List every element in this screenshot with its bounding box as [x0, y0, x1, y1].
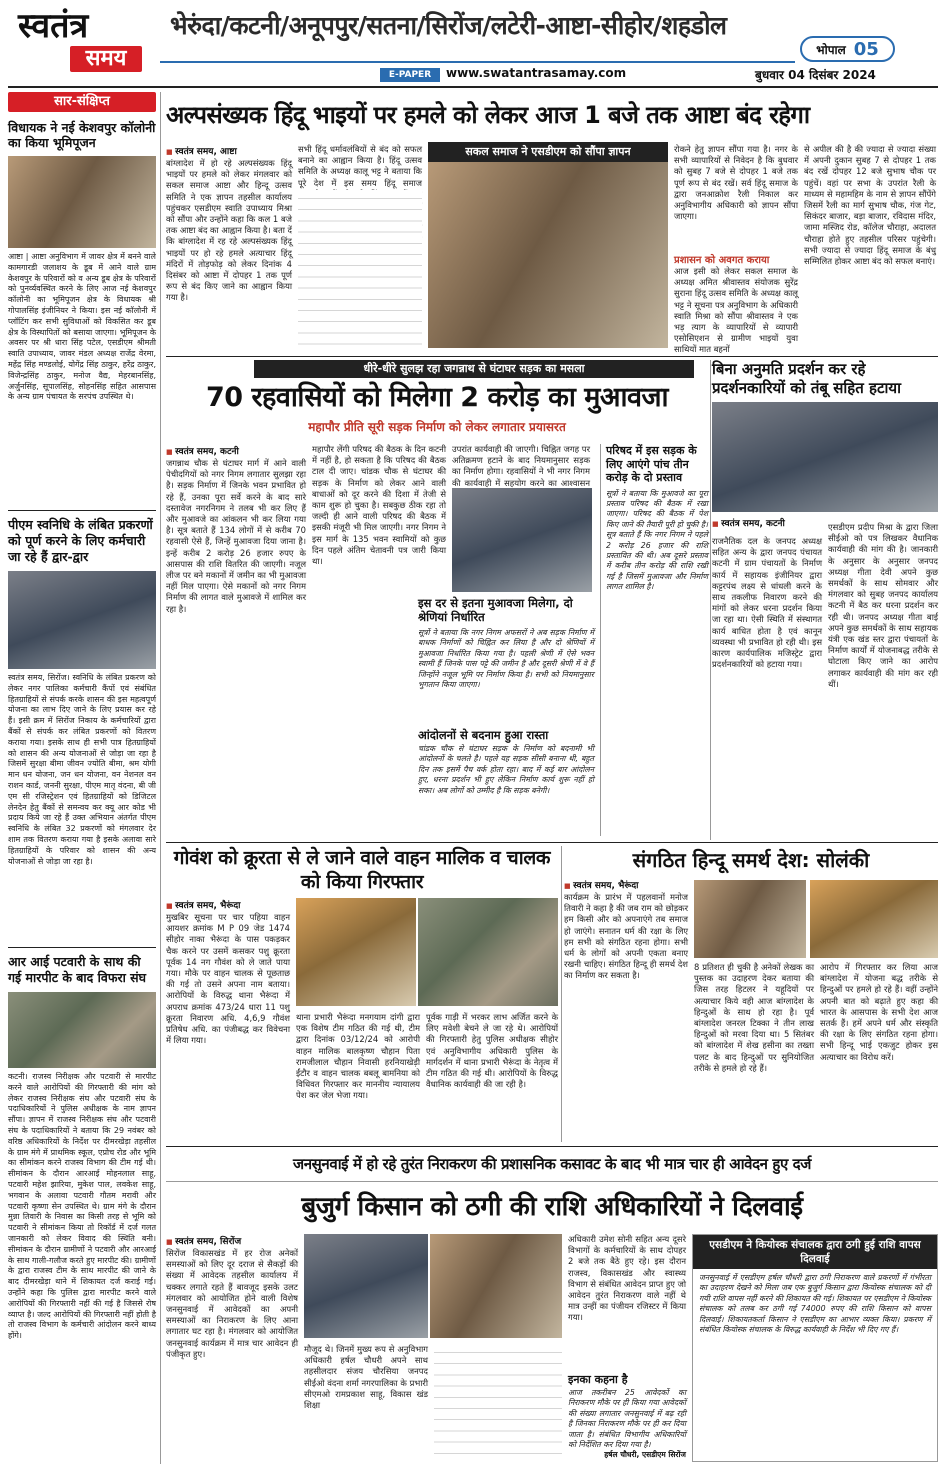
lead-col3: रोकने हेतु ज्ञापन सौंपा गया है। नगर के सभी व्यापारियों से निवेदन है कि बुधवार को सुबह 7 बजे से दोपहर 1 बजे तक पूर्ण रूप से बंद रखें। सर्व हिंदू समाज के द्वारा जनआक्रोश रैली निकाल कर अनुविभागीय अधिकारी को ज्ञापन सौंपा जाएगा।: [674, 144, 798, 222]
lead-col1: बांग्लादेश में हो रहे अल्पसंख्यक हिंदू भाइयों पर हमले को लेकर मंगलवार को सकल समाज आष्टा और हिन्दू उत्सव समिति ने एक ज्ञापन तहसील कार्यालय पहुंचकर एसडीएम स्वाति उपाध्याय मिश्रा को सौंपा और उन्होंने कहा कि कल 1 बजे तक आष्टा बंद का आह्वान किया है। बता दें कि बांग्लादेश में रह रहे अल्पसंख्यक हिंदू भाइयों पर हो रहे हमले अत्याचार हिंदू मंदिरों में तोड़फोड़ को लेकर दिनांक 4 दिसंबर को आष्टा में दोपहर 1 तक पूर्ण रूप से बंद किए जाने का आह्वान किया गया है।: [166, 158, 292, 303]
solanki-headline[interactable]: संगठित हिन्दू समर्थ देश: सोलंकी: [632, 848, 870, 872]
road-mid2-headline[interactable]: आंदोलनों से बदनाम हुआ रास्ता: [418, 728, 549, 742]
sidebar-story-1-headline[interactable]: विधायक ने नई केशवपुर कॉलोनी का किया भूमिपूजन: [8, 120, 156, 150]
sidebar-story-1-body: आष्टा | आष्टा अनुविभाग में जावर क्षेत्र में बनने वाले कामगारडी जलाशय के डूब में आने वाले ग्राम केशवपुर के परिवारों को व अन्य डूब क्षेत्र के परिवारों को पुनर्व्यवस्थित करने के लिए आज नई केशवपुर कॉलोनी का भूमिपूजन क्षेत्र के विधायक श्री गोपालसिंह इंजीनियर ने किया। इस नई कॉलोनी में प्लॉटिंग कर सभी सुविधाओं को विकसित कर डूब क्षेत्र के विस्थापितों को बसाया जाएगा। भूमिपूजन के अवसर पर श्री धारा सिंह पटेल, एसडीएम श्रीमती स्वाति उपाध्याय, जावर मंडल अध्यक्ष राजेंद्र वेरमा, महेंद्र सिंह मण्डलोई, योगेंद्र सिंह ठाकुर, हरेंद्र ठाकुर, विजेन्द्रसिंह ठाकुर, मनोज वैद्य, मेहरबानसिंह, अर्जुनसिंह, सूपालसिंह, सोहनसिंह सहित आसपास के अन्य ग्राम पंचायत के सरपंच उपस्थित थे।: [8, 252, 156, 402]
road-mid-headline[interactable]: इस दर से इतना मुआवजा मिलेगा, दो श्रेणियां निर्धारित: [418, 596, 573, 624]
lead-col3-subhead: प्रशासन को अवगत कराया: [674, 255, 770, 266]
lead-story: [166, 92, 938, 354]
masthead-bottom-rule: [8, 86, 938, 88]
sidebar-story-1-photo: [8, 156, 156, 248]
city-label: भोपाल: [816, 42, 846, 57]
sidebar-divider-1: [8, 510, 156, 511]
solanki-col2: 8 प्रतिशत ही चुकी है अनेकों लेखक का पुस्तक का उदाहरण देकर बताया की जिस तरह हिटलर ने यहूदियों पर अत्याचार किये वही आज बांग्लादेश के हिन्दुओं के साथ हो रहा है। पूर्व बांग्लादेश जनरल टिक्का ने तीन लाख हिन्दुओं को मरवा दिया था। 5 सितंबर को बांग्लादेश में शेख हसीना का तख्ता पलट के बाद हिन्दुओं पर सुनियोजित तरीके से हमले हो रहे हैं।: [694, 962, 814, 1073]
farmer-photo-a: [304, 1234, 428, 1338]
jansunvai-banner: [166, 1146, 938, 1182]
lead-col2-lower: [298, 190, 422, 350]
website-link[interactable]: www.swatantrasamay.com: [446, 66, 627, 80]
farmer-col3-left: [434, 1344, 562, 1462]
solanki-photo-1: [694, 880, 806, 958]
lead-col2: सभी हिंदू धर्मावलंबियों से बंद को सफल बनाने का आह्वान किया है। हिंदू उत्सव समिति के अध्यक्ष कालू भट्ट ने बताया कि पूरे देश में इस समय हिंदू समाज: [298, 144, 422, 188]
sidebar-story-3-body: कटनी। राजस्व निरीक्षक और पटवारी से मारपीट करने वाले आरोपियों की गिरफ्तारी की मांग को लेकर राजस्व निरीक्षक संघ और पटवारी संघ के पदाधिकारियों ने पुलिस अधीक्षक के नाम ज्ञापन सौंपा। ज्ञापन में राजस्व निरीक्षक संघ और पटवारी संघ के पदाधिकारियों ने बताया कि 29 नवंबर को वरिष्ठ अधिकारियों के निर्देश पर दीमरखेड़ा तहसील के ग्राम मंगे में प्राथमिक स्कूल, एप्रोच रोड और भूमि का सीमांकन करने राजस्व विभाग की टीम गई थी। सीमांकन के दौरान आरआई मोहनलाल साहू, पटवारी महेश झारिया, मुकेश पाल, लवकेश साहू, भगवान के अलावा पटवारी गौतम मरावी और पटवारी कृष्णा सेन उपस्थित थे। ग्राम मंगे के दौरान मुन्ना तिवारी के निवास का किसी तरह से भूमि को पटवारी ने सीमांकन किया तो रिकॉर्ड में दर्ज गलत जानकारी को लेकर विवाद की स्थिति बनी। सीमांकन के दौरान ग्रामीणों ने पटवारी और आरआई के साथ गाली-गलौज करते हुए मारपीट की। ग्रामीणों के द्वारा राजस्व टीम के साथ मारपीट की जाने के बाद दीमरखेड़ा थाने में शिकायत दर्ज कराई गई। उन्होंने कहा कि पुलिस द्वारा मारपीट करने वाले आरोपियों की गिरफ्तारी नहीं की गई है जिससे रोष व्याप्त है। जल्द आरोपियों की गिरफ्तारी नहीं होती है तो राजस्व विभाग के कर्मचारी आंदोलन करने बाध्य होंगे।: [8, 1072, 156, 1341]
solanki-col3: आरोप में गिरफ्तार कर लिया आज बांग्लादेश में योजना बद्ध तरीके से हिन्दुओं पर हमले हो रहे हैं। वहीं उन्होंने अपनी बात को बढ़ाते हुए कहा की भारत के आसपास के सभी देश आज सतर्क हैं। हमें अपने धर्म और संस्कृति की रक्षा के लिए संगठित रहना होगा। सभी हिन्दू भाई एकजुट होकर इस अत्याचार का विरोध करें।: [820, 962, 938, 1062]
solanki-col1: कार्यक्रम के प्रारंभ में पहलवानों मनोज तिवारी ने कहा है की जब राम को छोड़कर हम किसी और को अपनाएंगे तब समाज हो जाएंगे। सनातन धर्म की रक्षा के लिए हम सभी को संगठित रहना होगा। सभी धर्म के लोगों को अपनी एकता बनाए रखनी चाहिए। संगठित हिन्दू ही समर्थ देश का निर्माण कर सकता है।: [564, 892, 688, 981]
cattle-photo-2: [418, 898, 558, 1006]
lead-byline: ■ स्वतंत्र समय, आष्टा: [166, 144, 237, 157]
road-col2: महापौर लेंगी परिषद की बैठक के दिन कटनी में नहीं है, हो सकता है कि परिषद की बैठक टाल दी जाए। चांडक चौक से घंटाघर की सड़क के निर्माण को लेकर आने वाली बाधाओं को दूर करने की दिशा में तेजी से काम शुरू हो चुका है। सबकुछ ठीक रहा तो जल्दी ही आने वाली परिषद की बैठक में इसकी मंजूरी भी मिल जाएगी। नगर निगम ने इस मार्ग के 135 भवन स्वामियों को कुछ दिन पहले अंतिम चेतावनी पत्र जारी किया था।: [312, 444, 446, 567]
lead-col3b: आज इसी को लेकर सकल समाज के अध्यक्ष अमित श्रीवास्तव संयोजक सुरेंद्र सुराना हिंदू उत्सव समिति के अध्यक्ष कालू भट्ट ने सूचना पत्र अनुविभाग के अधिकारी स्वाति मिश्रा को सौंपा श्रीवास्तव ने एक भड़ त्याग के व्यापारियों से व्यापारी एसोसिएशन से ग्रामीण भाइयों युवा साथियों मात बहनों: [674, 266, 798, 355]
sidebar-story-2-photo: [8, 571, 156, 669]
farmer-byline: ■ स्वतंत्र समय, सिरोंज: [166, 1234, 241, 1247]
masthead: [0, 0, 945, 88]
lead-bottom-rule: [166, 356, 938, 357]
solanki-story: [564, 846, 938, 1142]
road-headline[interactable]: 70 रहवासियों को मिलेगा 2 करोड़ का मुआवजा: [205, 382, 669, 413]
farmer-col3: अधिकारी उमेश सोनी सहित अन्य दूसरे विभागों के कर्मचारियों के साथ दोपहर 2 बजे तक बैठे हुए रहे। इस दौरान राजस्व, विकासखंड और स्वास्थ्य विभाग से संबंधित आवेदन प्राप्त हुए जो आवेदन तुरंत निराकरण वाले नहीं थे मात्र उन्हीं का पंजीयन रजिस्टर में किया गया।: [568, 1234, 686, 1323]
lead-headline[interactable]: अल्पसंख्यक हिंदू भाइयों पर हमले को लेकर आज 1 बजे तक आष्टा बंद रहेगा: [166, 101, 810, 129]
edition-list: भेरुंदा/कटनी/अनूपपुर/सतना/सिरोंज/लटेरी-आष्टा-सीहोर/शहडोल: [170, 11, 727, 40]
jansunvai-banner-text[interactable]: जनसुनवाई में हो रहे तुरंत निराकरण की प्रशासनिक कसावट के बाद भी मात्र चार ही आवेदन हुए दर्ज: [293, 1155, 811, 1173]
farmer-col2: मौजूद थे। जिनमें मुख्य रूप से अनुविभाग अधिकारी हर्षल चौधरी अपने साथ तहसीलदार संजय चौरसिया जनपद सीईओ वंदना शर्मा नगरपालिका के प्रभारी सीएमओ रामप्रकाश साहू, विकास खंड शिक्षा: [304, 1344, 428, 1411]
sidebar-title: सार-संक्षिप्त: [8, 92, 156, 112]
road-side-body: सूत्रों ने बताया कि मुआवजे का पूरा प्रस्ताव परिषद की बैठक में रखा जाएगा। परिषद की बैठक में पेश किए जाने की तैयारी पूरी हो चुकी है। सूत्र बताते हैं कि नगर निगम ने पहले 2 करोड़ 26 हजार की राशि प्रस्तावित की थी। अब दूसरे प्रस्ताव में करीब तीन करोड़ की राशि रखी गई है जिसमें मुआवजा और निर्माण लागत शामिल है।: [606, 488, 708, 592]
farmer-headline[interactable]: बुजुर्ग किसान को ठगी की राशि अधिकारियों ने दिलवाई: [301, 1192, 803, 1222]
lead-col4: से अपील की है की ज्यादा से ज्यादा संख्या में अपनी दुकान सुबह 7 से दोपहर 1 तक बंद रखें दोपहर 12 बजे सुभाष चौक पर पहुंचें। वहां पर सभा के उपरांत रैली के माध्यम से महामहिम के नाम से ज्ञापन सौंपेंगे जिसमें रैली का मार्ग सुभाष चौक, गंज गेट, सिकंदर बाजार, बड़ा बाजार, रविदास मंदिर, जामा मस्जिद रोड, कॉलेज चौराहा, अदालत चौराहा होते हुए तहसील परिसर पहुंचेगी। सभी ज्यादा से ज्यादा हिंदू समाज के बंधु सम्मिलित होकर आष्टा बंद को सफल बनाएं।: [804, 144, 936, 267]
epaper-badge[interactable]: E-PAPER: [380, 68, 440, 82]
solanki-photo-2: [810, 880, 938, 958]
cattle-photo-1: [296, 898, 416, 1006]
road-bottom-rule: [166, 842, 938, 843]
solanki-byline: ■ स्वतंत्र समय, भैरूंदा: [564, 878, 638, 891]
farmer-photo-b: [430, 1234, 562, 1338]
cattle-col3: पूर्वक गाड़ी में भरकर लाभ अर्जित करने के लिए मवेशी बेचने ले जा रहे थे। आरोपियों की गिरफ्तारी हेतु पुलिस अधीक्षक सीहोर एवं अनुविभागीय अधिकारी पुलिस के मार्गदर्शन में थाना प्रभारी भैरूंदा के नेतृत्व में टीम गठित की गई थी। आरोपियों के विरुद्ध वैधानिक कार्यवाही की जा रही है।: [426, 1012, 558, 1090]
farmer-story: [166, 1184, 938, 1464]
sidebar-story-1: [8, 120, 156, 504]
road-byline: ■ स्वतंत्र समय, कटनी: [166, 444, 239, 457]
protest-col1: राजनैतिक दल के जनपद अध्यक्ष सहित अन्य के द्वारा जनपद पंचायत कटनी में ग्राम पंचायतों के निर्माण कार्य में सहायक इंजीनियर द्वारा कट्टरपंथ लक्ष्य से धांधली करने के साथ तकलीफ निवारण करने की मांगों को लेकर धरना प्रदर्शन किया जा रहा था। ऐसी स्थिति में संस्थागत कार्य बाधित होता है एवं कानून व्यवस्था भी प्रभावित हो रही थी। इस कारण कार्यपालिक मजिस्ट्रेट द्वारा प्रदर्शनकारियों को हटाया गया।: [712, 536, 822, 670]
farmer-col1: सिरोंज विकासखंड में हर रोज अनेकों समस्याओं को लिए दूर दराज से सैकड़ों की संख्या में आवेदक तहसील कार्यालय में चक्कर लगाते रहते हैं बावजूद इसके उलट मंगलवार को आयोजित होने वाली विशेष जनसुनवाई में आवेदकों का अपनी समस्याओं का निराकरण के लिए आना लगातार घट रहा है। मंगलवार को आयोजित जनसुनवाई कार्यक्रम में मात्र चार आवेदन ही पंजीकृत हुए।: [166, 1248, 298, 1359]
lead-photo-caption: सकल समाज ने एसडीएम को सौंपा ज्ञापन: [428, 142, 668, 162]
sidebar-story-2-body: स्वतंत्र समय, सिरोंज। स्वनिधि के लंबित प्रकरण को लेकर नगर पालिका कर्मचारी कैंपों एवं संबंधित हितग्राहियों से संपर्क करके शासन की इस महत्वपूर्ण योजना का लाभ दिए जाने के लिए प्रयास कर रहे हैं। इसी क्रम में सिरोंज निकाय के कर्मचारियों द्वारा बैंकों से संपर्क कर लंबित प्रकरणों को वितरण कराया गया। इसके साथ ही सभी पात्र हितग्राहियों को शासन की अन्य योजनाओं से जोड़ा जा रहा है जिसमें सुरक्षा बीमा जीवन ज्योति बीमा, श्रम योगी मान धन योजना, जन धन योजना, वन नेशनल वन राशन कार्ड, जननी सुरक्षा, पीएम मातृ वंदना, बी जी एम सी रजिस्ट्रेशन एवं हितग्राहियों को डिजिटल लेनदेन हेतु बैंकों से समन्वय कर क्यू आर कोड भी प्रदाय किये जा रहे हैं उक्त अभियान अंतर्गत पीएम स्वनिधि के लंबित 32 प्रकरणों को मंगलवार देर शाम तक वितरण कराया गया है इसके अलावा सारे हितग्राहियों के परिवार को शासन की अन्य योजनाओं से जोड़ा जा रहा है।: [8, 673, 156, 866]
cattle-col1: मुखबिर सूचना पर चार पहिया वाहन आयशर क्रमांक M P 09 जेड 1474 सीहोर नाका भैरूंदा के पास पकड़कर चैक करने पर उसमें कसकर पशु क्रूरता पूर्वक 14 नग गौवंश को ले जाते पाया गया। मौके पर वाहन चालक से पूछताछ की गई तो उसने अपना नाम बताया। आरोपियों के विरुद्ध थाना भैरूंदा में अपराध क्रमांक 473/24 धारा 11 पशु क्रूरता निवारण अधि. 4,6,9 गौवंश प्रतिषेध अधि. का पंजीबद्ध कर विवेचना में लिया गया।: [166, 912, 290, 1046]
logo-line2: समय: [70, 46, 142, 72]
cattle-headline[interactable]: गोवंश को क्रूरता से ले जाने वाले वाहन मालिक व चालक को किया गिरफ्तार: [173, 847, 551, 893]
road-kicker: धीरे-धीरे सुलझ रहा जगन्नाथ से घंटाघर सड़क का मसला: [254, 360, 694, 378]
protest-col2: एसडीएम प्रदीप मिश्रा के द्वारा जिला सीईओ को पत्र लिखकर वैधानिक कार्यवाही की मांग की है। जानकारी के अनुसार के अनुसार जनपद अध्यक्ष गीता देवी अपने कुछ समर्थकों के साथ सोमवार और मंगलवार को सुबह जनपद कार्यालय कटनी में बैठ कर धरना प्रदर्शन कर रही थी। जनपद अध्यक्ष गीता बाई अपने कुछ समर्थकों के साथ सहायक यंत्री एक खंड स्तर द्वारा पंचायतों के निर्माण कार्यों में योजनाबद्ध तरीके से घोटाला किए जाने का आरोप लगाकर कार्यवाही की मांग कर रही थीं।: [828, 522, 938, 689]
road-mid-body: सूत्रों ने बताया कि नगर निगम अफसरों ने अब सड़क निर्माण में बाधक निर्माणों को चिह्नित कर लिया है और दो श्रेणियों में मुआवजा निर्धारित किया गया है। पहली श्रेणी में ऐसे भवन स्वामी हैं जिनके पास पट्टे की जमीन है और दूसरी श्रेणी में वे हैं जिन्होंने नजूल भूमि पर निर्माण किया है। सभी को नियमानुसार भुगतान किया जाएगा।: [418, 628, 594, 690]
road-deck: महापौर प्रीति सूरी सड़क निर्माण को लेकर लगातार प्रयासरत: [308, 420, 566, 434]
sidebar-story-2-headline[interactable]: पीएम स्वनिधि के लंबित प्रकरणों को पूर्ण करने के लिए कर्मचारी जा रहे हैं द्वार-द्वार: [8, 517, 153, 564]
farmer-box: [692, 1234, 938, 1462]
cattle-column-rule: [561, 846, 562, 1142]
logo[interactable]: [18, 6, 158, 80]
protest-byline: ■ स्वतंत्र समय, कटनी: [712, 516, 938, 529]
road-col3: उपरांत कार्यवाही की जाएगी। चिह्नित जगह पर अतिक्रमण हटाने के बाद नियमानुसार सड़क का निर्माण होगा। रहवासियों ने भी नगर निगम की कार्यवाही में सहयोग करने का आश्वासन: [452, 444, 590, 488]
sidebar-story-3-photo: [8, 992, 156, 1068]
farmer-subhead: इनका कहना है: [568, 1373, 628, 1386]
cattle-col2: थाना प्रभारी भैरूंदा मनगयाम दांगी द्वारा एक विशेष टीम गठित की गई थी, टीम द्वारा दिनांक 03/12/24 को आरोपी वाहन मालिक बालकृष्ण चौहान पिता रामजीलाल चौहान निवासी हरनियाखेड़ी ईंटौर व वाहन चालक बबलू बामनिया को विधिवत गिरफ्तार कर माननीय न्यायालय पेश कर जेल भेजा गया।: [296, 1012, 420, 1101]
logo-line1: स्वतंत्र: [18, 6, 89, 46]
sidebar-story-2: [8, 517, 156, 941]
sidebar-column-rule: [160, 92, 161, 1464]
sidebar-story-3-headline[interactable]: आर आई पटवारी के साथ की गई मारपीट के बाद विफरा संघ: [8, 954, 147, 985]
protest-headline[interactable]: बिना अनुमति प्रदर्शन कर रहे प्रदर्शनकारियों को तंबू सहित हटाया: [712, 360, 901, 397]
road-photo: [452, 488, 592, 592]
farmer-box-headline[interactable]: एसडीएम ने कियोस्क संचालक द्वारा ठगी हुई राशि वापस दिलवाई: [693, 1235, 937, 1269]
farmer-sub-body: आज तकरीबन 25 आवेदकों का निराकरण मौके पर ही किया गया आवेदकों की संख्या लगातार जनसुनवाई में बढ़ रही है जिनका निराकरण मौके पर ही कर दिया जाता है। संबंधित विभागीय अधिकारियों को निर्देशित कर दिया गया है।: [568, 1388, 686, 1450]
road-story: [166, 360, 708, 840]
cattle-byline: ■ स्वतंत्र समय, भैरूंदा: [166, 898, 240, 911]
farmer-signature: हर्षल चौधरी, एसडीएम सिरोंज: [604, 1450, 686, 1459]
issue-date: बुधवार 04 दिसंबर 2024: [755, 68, 876, 82]
page-number-tag: [800, 36, 895, 62]
cattle-story: [166, 846, 558, 1142]
page-number: 05: [853, 38, 879, 60]
protest-column-rule: [710, 360, 711, 840]
road-col1: जगन्नाथ चौक से घंटाघर मार्ग में आने वाली पेचीदगियों को नगर निगम लगातार सुलझा रहा है। सड़क निर्माण में जिनके भवन प्रभावित हो रहे हैं, उनका पूरा सर्वे करने के बाद सारे दस्तावेज नगरनिगम ने तलब भी कर लिए हैं और मुआवजे का आंकलन भी कर लिया गया है। सूत्र बताते हैं 134 लोगों में से करीब 70 रहवासी ऐसे हैं, जिन्हें मुआवजा दिया जाना है। इन्हें करीब 2 करोड़ 26 हजार रुपए के आसपास की राशि वितरित की जाएगी। नजूल लीज पर बने मकानों में जमीन का भी मुआवजा नहीं मिल पाएगा। ऐसे मकानों को नगर निगम निर्माण की लागत वाले मुआवजे में शामिल कर रहा है।: [166, 458, 306, 614]
sidebar-story-3: [8, 954, 156, 1452]
sidebar-divider-2: [8, 947, 156, 948]
lead-photo: [428, 162, 668, 348]
protest-story: [712, 360, 938, 840]
farmer-box-body: जनसुनवाई में एसडीएम हर्षल चौधरी द्वारा ठगी निराकरण वाले प्रकरणों में गंभीरता का उदाहरण देखने को मिला जब एक बुजुर्ग किसान द्वारा कियोस्क संचालक को दी गयी राशि वापस नहीं करने की शिकायत की गई। शिकायत पर एसडीएम ने कियोस्क संचालक को तलब कर ठगी गई 74000 रुपए की राशि किसान को वापस दिलवाई। शिकायतकर्ता किसान ने एसडीएम का आभार व्यक्त किया। प्रकरण में संबंधित कियोस्क संचालक के विरुद्ध कार्यवाही के निर्देश भी दिए गए हैं।: [699, 1273, 931, 1335]
lead-photo-block: [428, 142, 668, 348]
protest-photo: [712, 402, 938, 512]
road-side-headline[interactable]: परिषद में इस सड़क के लिए आएंगे पांच तीन करोड़ के दो प्रस्ताव: [606, 444, 697, 484]
sidebar: [8, 92, 156, 1464]
road-mid2-body: चांडक चौक से घंटाघर सड़क के निर्माण को बदनामी भी आंदोलनों के चलते है। पहले यह सड़क सीसी बनाना थी, बहुत दिन तक इसमें पैच वर्क होता रहा। बाद में कई बार आंदोलन हुए, धरना प्रदर्शन भी हुए लेकिन निर्माण कार्य शुरू नहीं हो सका। अब लोगों को उम्मीद है कि सड़क बनेगी।: [418, 744, 594, 795]
road-side-box: [600, 444, 708, 836]
masthead-rule: [160, 61, 795, 63]
